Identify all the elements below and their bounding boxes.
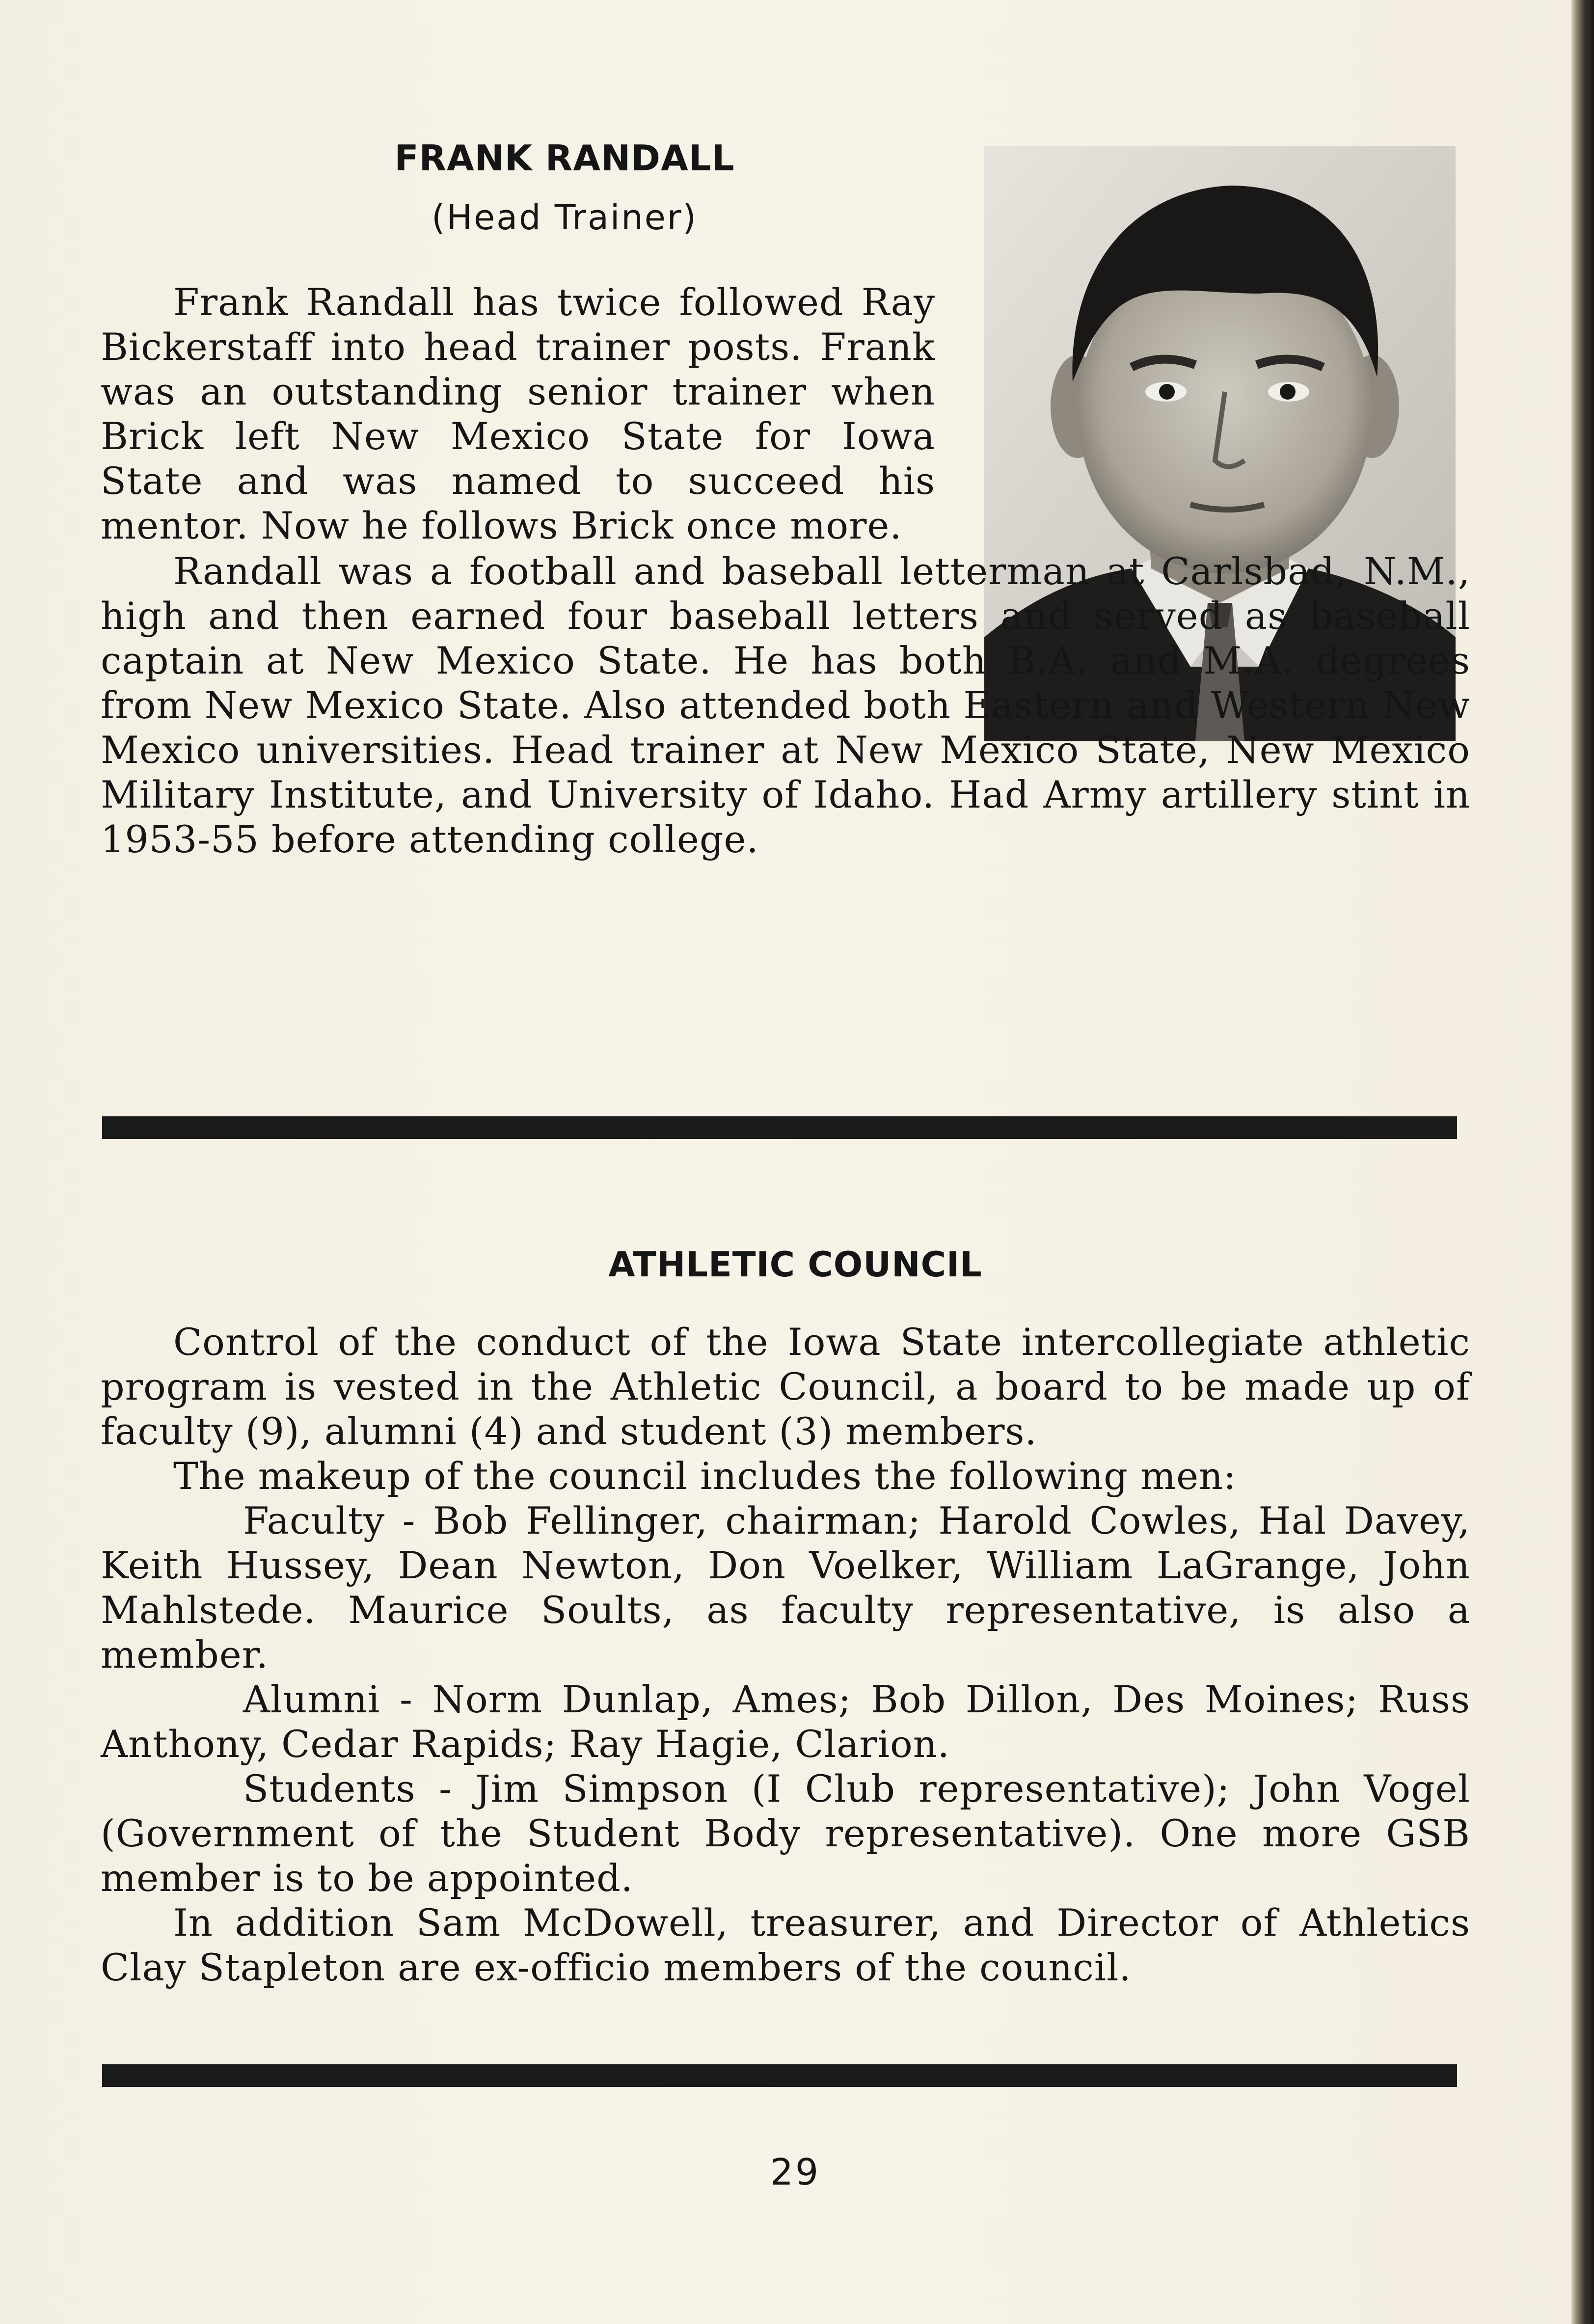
council-faculty: Faculty - Bob Fellinger, chairman; Harold Cowles, Hal Davey, Keith Hussey, Dean Newton, Don Voelker, William LaGrange, John Mahlstede. Maurice Soults, as faculty representative, is also a member. <box>101 1499 1470 1676</box>
council-intro: Control of the conduct of the Iowa State intercollegiate athletic program is vested in the Athletic Council, a board to be made up of faculty (9), alumni (4) and student (3) members. <box>101 1320 1470 1453</box>
council-alumni: Alumni - Norm Dunlap, Ames; Bob Dillon, Des Moines; Russ Anthony, Cedar Rapids; Ray Hagie, Clarion. <box>101 1677 1470 1766</box>
section-divider-rule-bottom <box>102 2064 1457 2087</box>
trainer-bio-paragraph-2: Randall was a football and baseball letterman at Carlsbad, N.M., high and then earned four baseball letters and served as baseball captain at New Mexico State. He has both B.A. and M.A. degrees from New Mexico State. Also attended both Eastern and Western New Mexico universities. Head trainer at New Mexico State, New Mexico Military Institute, and University of Idaho. Had Army artillery stint in 1953-55 before attending college. <box>101 549 1470 861</box>
trainer-title: (Head Trainer) <box>432 197 698 238</box>
section-divider-rule-top <box>102 1116 1457 1139</box>
council-heading: ATHLETIC COUNCIL <box>608 1244 982 1285</box>
council-addition: In addition Sam McDowell, treasurer, and Director of Athletics Clay Stapleton are ex-officio members of the council. <box>101 1901 1470 1989</box>
trainer-bio-narrow <box>101 280 935 548</box>
trainer-bio-paragraph-2-wrapper <box>101 549 1470 862</box>
trainer-bio-paragraph-1: Frank Randall has twice followed Ray Bickerstaff into head trainer posts. Frank was an outstanding senior trainer when Brick left New Mexico State for Iowa State and was named to succeed his mentor. Now he follows Brick once more. <box>101 280 935 547</box>
book-spine-edge <box>1571 0 1594 2324</box>
council-text <box>101 1320 1470 1990</box>
council-makeup: The makeup of the council includes the following men: <box>173 1454 1237 1498</box>
trainer-name-heading: FRANK RANDALL <box>394 137 735 179</box>
page-number: 29 <box>770 2151 821 2193</box>
council-students: Students - Jim Simpson (I Club representative); John Vogel (Government of the Student Body representative). One more GSB member is to be appointed. <box>101 1767 1470 1900</box>
